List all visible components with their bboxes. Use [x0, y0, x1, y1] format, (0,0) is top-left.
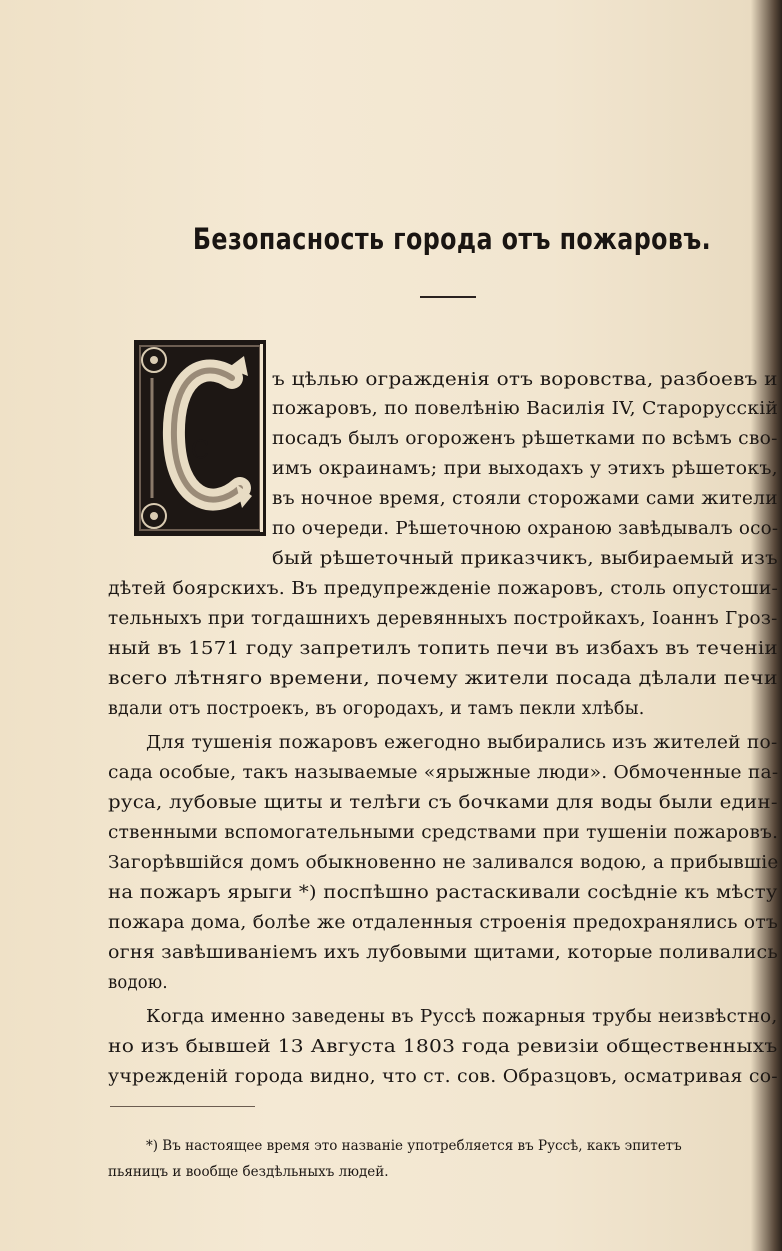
- text-line: учрежденій города видно, что ст. сов. Образцовъ, осматривая со-: [108, 1067, 778, 1087]
- text-line: Загорѣвшійся домъ обыкновенно не заливался водою, а прибывшіе: [108, 853, 779, 873]
- text-line: имъ окраинамъ; при выходахъ у этихъ рѣшетокъ,: [272, 459, 778, 479]
- text-line: всего лѣтняго времени, почему жители посада дѣлали печи: [108, 669, 778, 689]
- chapter-title: Безопасность города отъ пожаровъ.: [192, 222, 712, 256]
- text-line: ный въ 1571 году запретилъ топить печи въ избахъ въ теченіи: [108, 639, 778, 659]
- text-line: въ ночное время, стояли сторожами сами жители: [272, 489, 778, 509]
- text-line: руса, лубовые щиты и телѣги съ бочками для воды были един-: [108, 793, 778, 813]
- text-line: пожаровъ, по повелѣнію Василія IV, Старорусскій: [272, 399, 779, 419]
- title-underline: [420, 296, 476, 298]
- decorated-initial-letter: [132, 338, 268, 538]
- text-line: вдали отъ построекъ, въ огородахъ, и тамъ пекли хлѣбы.: [108, 699, 645, 719]
- footnote-line: пьяницъ и вообще бездѣльныхъ людей.: [108, 1164, 389, 1180]
- text-line: Когда именно заведены въ Руссѣ пожарныя трубы неизвѣстно,: [146, 1007, 778, 1027]
- text-line: бый рѣшеточный приказчикъ, выбираемый изъ: [272, 549, 778, 569]
- dropcap-letter: С: [190, 436, 210, 464]
- footnote-line: *) Въ настоящее время это названіе употребляется въ Руссѣ, какъ эпитетъ: [146, 1138, 682, 1154]
- text-line: тельныхъ при тогдашнихъ деревянныхъ постройкахъ, Іоаннъ Гроз-: [108, 609, 778, 629]
- text-line: пожара дома, болѣе же отдаленныя строенія предохранялись отъ: [108, 913, 779, 933]
- text-line: по очереди. Рѣшеточною охраною завѣдывалъ осо-: [272, 519, 779, 539]
- text-line: дѣтей боярскихъ. Въ предупрежденіе пожаровъ, столь опустоши-: [108, 579, 779, 599]
- text-line: сада особые, такъ называемые «ярыжные люди». Обмоченные па-: [108, 763, 779, 783]
- text-line: ственными вспомогательными средствами при тушеніи пожаровъ.: [108, 823, 779, 843]
- text-line: посадъ былъ огороженъ рѣшетками по всѣмъ сво-: [272, 429, 778, 449]
- text-line: на пожаръ ярыги *) поспѣшно растаскивали сосѣдніе къ мѣсту: [108, 883, 778, 903]
- footnote-separator: [110, 1106, 255, 1107]
- text-line: водою.: [108, 973, 168, 993]
- text-line: огня завѣшиваніемъ ихъ лубовыми щитами, которые поливались: [108, 943, 778, 963]
- text-line: ъ цѣлью огражденія отъ воровства, разбоевъ и: [272, 370, 778, 390]
- text-line: Для тушенія пожаровъ ежегодно выбирались изъ жителей по-: [146, 733, 778, 753]
- text-line: но изъ бывшей 13 Августа 1803 года ревизіи общественныхъ: [108, 1037, 778, 1057]
